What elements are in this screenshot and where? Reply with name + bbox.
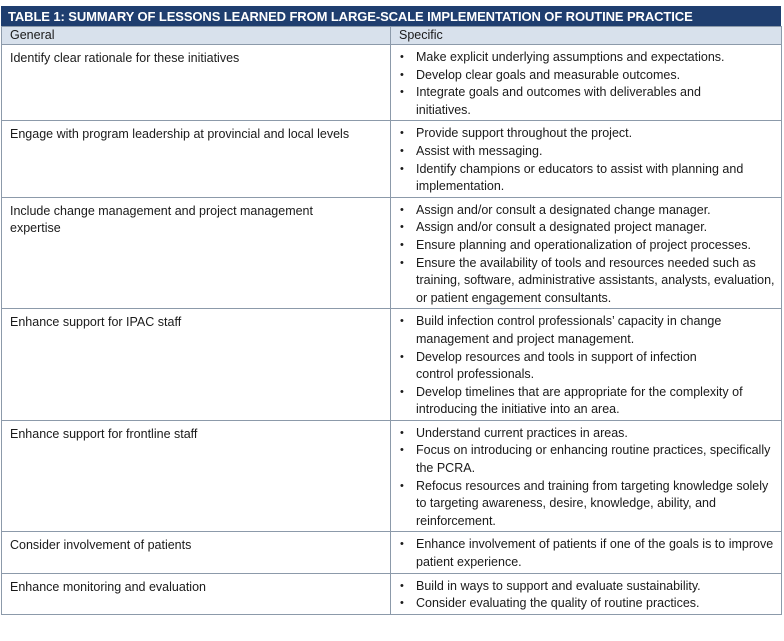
list-item: • Enhance involvement of patients if one of the goals is to improve patient experience.	[391, 536, 777, 571]
list-item: • Identify champions or educators to assist with planning and implementation.	[391, 161, 777, 196]
list-item: • Integrate goals and outcomes with deliverables and initiatives.	[391, 84, 777, 119]
specific-cell	[391, 573, 782, 614]
list-item: • Provide support throughout the project.	[391, 125, 777, 143]
table-row	[2, 573, 782, 614]
list-item: • Assist with messaging.	[391, 143, 777, 161]
list-item: • Develop clear goals and measurable outcomes.	[391, 67, 777, 85]
specific-list	[391, 125, 777, 195]
column-header-specific: Specific	[391, 27, 782, 45]
general-cell: Enhance monitoring and evaluation	[2, 573, 391, 614]
specific-list	[391, 313, 777, 419]
specific-list	[391, 536, 777, 571]
general-cell: Enhance support for frontline staff	[2, 420, 391, 532]
list-item: • Consider evaluating the quality of routine practices.	[391, 595, 777, 613]
specific-cell	[391, 121, 782, 197]
table-header-row	[2, 27, 782, 45]
specific-cell	[391, 309, 782, 421]
specific-list	[391, 49, 777, 119]
specific-list	[391, 425, 777, 531]
table-row	[2, 121, 782, 197]
list-item: • Make explicit underlying assumptions and expectations.	[391, 49, 777, 67]
list-item: • Develop timelines that are appropriate for the complexity of introducing the initiative into an area.	[391, 384, 777, 419]
general-cell: Engage with program leadership at provincial and local levels	[2, 121, 391, 197]
list-item: • Refocus resources and training from targeting knowledge solely to targeting awareness, desire, knowledge, ability, and reinforcement.	[391, 478, 777, 531]
list-item: • Build in ways to support and evaluate sustainability.	[391, 578, 777, 596]
table-row	[2, 420, 782, 532]
general-cell: Consider involvement of patients	[2, 532, 391, 573]
specific-cell	[391, 197, 782, 309]
list-item: • Ensure the availability of tools and resources needed such as training, software, administrative assistants, analysts, evaluation, or patient engagement consultants.	[391, 255, 777, 308]
table-title: TABLE 1: SUMMARY OF LESSONS LEARNED FROM LARGE-SCALE IMPLEMENTATION OF ROUTINE PRACTICE	[1, 6, 781, 26]
general-cell: Include change management and project management expertise	[2, 197, 391, 309]
list-item: • Develop resources and tools in support of infection control professionals.	[391, 349, 777, 384]
specific-list	[391, 202, 777, 308]
specific-list	[391, 578, 777, 613]
specific-cell	[391, 420, 782, 532]
specific-cell	[391, 45, 782, 121]
list-item: • Build infection control professionals’ capacity in change management and project management.	[391, 313, 777, 348]
column-header-general: General	[2, 27, 391, 45]
list-item: • Assign and/or consult a designated change manager.	[391, 202, 777, 220]
list-item: • Understand current practices in areas.	[391, 425, 777, 443]
table-row	[2, 197, 782, 309]
lessons-table-container	[1, 6, 781, 615]
lessons-table	[1, 26, 782, 615]
list-item: • Assign and/or consult a designated project manager.	[391, 219, 777, 237]
general-cell: Enhance support for IPAC staff	[2, 309, 391, 421]
general-cell: Identify clear rationale for these initiatives	[2, 45, 391, 121]
list-item: • Ensure planning and operationalization of project processes.	[391, 237, 777, 255]
list-item: • Focus on introducing or enhancing routine practices, specifically the PCRA.	[391, 442, 777, 477]
table-row	[2, 532, 782, 573]
table-row	[2, 45, 782, 121]
specific-cell	[391, 532, 782, 573]
table-row	[2, 309, 782, 421]
